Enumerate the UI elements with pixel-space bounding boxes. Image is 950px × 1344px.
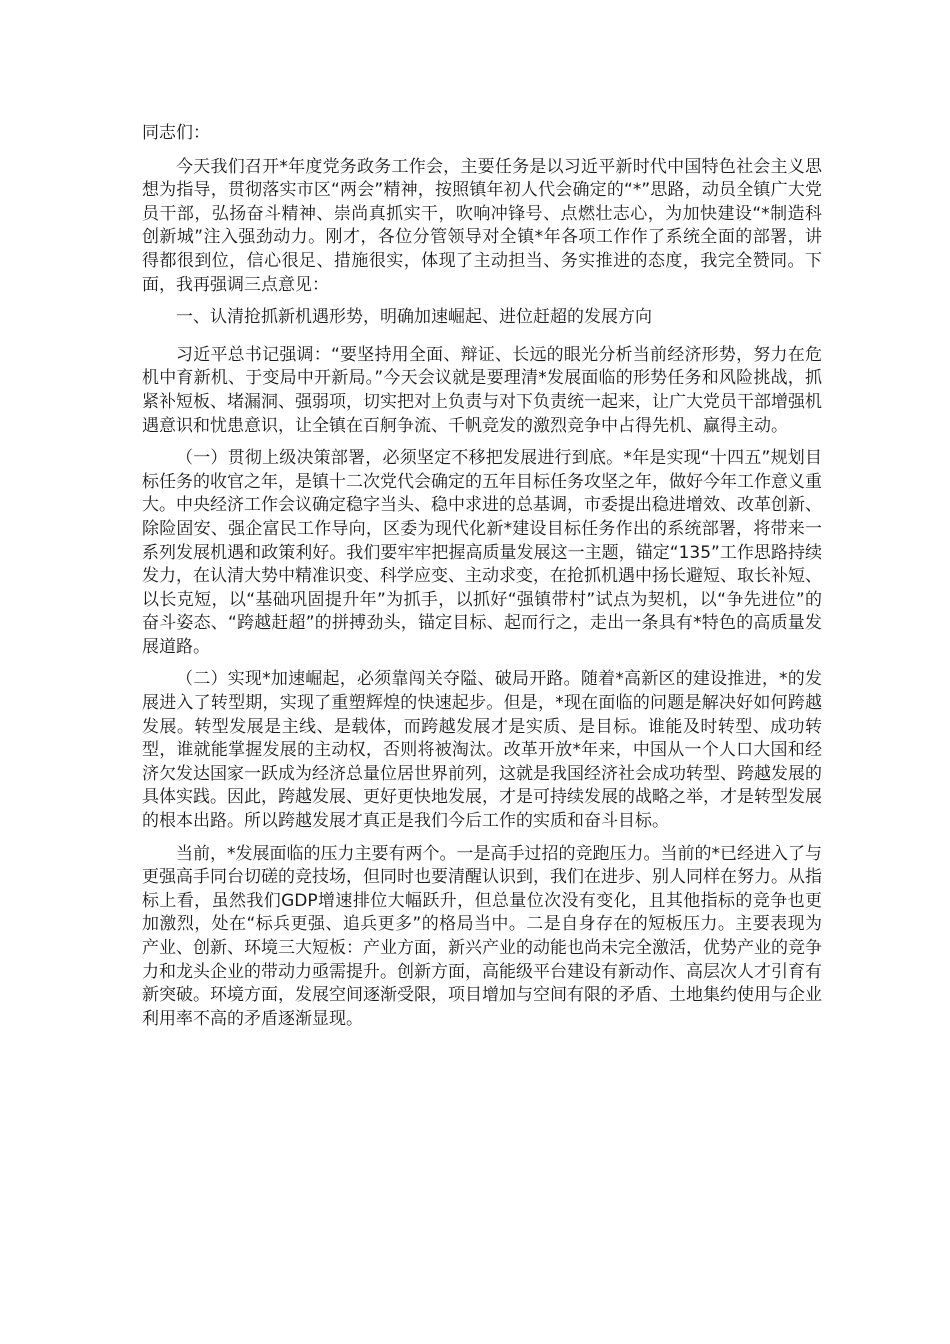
intro-paragraph: 今天我们召开*年度党务政务工作会，主要任务是以习近平新时代中国特色社会主义思想为指导，贯彻落实市区“两会”精神，按照镇年初人代会确定的“*”思路，动员全镇广大党员干部，弘扬奋斗精神、崇尚真抓实干，吹响冲锋号、点燃壮志心，为加快建设“*制造科创新城”注入强劲动力。刚才，各位分管领导对全镇*年各项工作作了系统全面的部署，讲得都很到位，信心很足、措施很实，体现了主动担当、务实推进的态度，我完全赞同。下面，我再强调三点意见： — [142, 156, 822, 295]
subsection-2-paragraph: （二）实现*加速崛起，必须靠闯关夺隘、破局开路。随着*高新区的建设推进，*的发展进入了转型期，实现了重塑辉煌的快速起步。但是，*现在面临的问题是解决好如何跨越发展。转型发展是主线、是载体，而跨越发展才是实质、是目标。谁能及时转型、成功转型，谁就能掌握发展的主动权，否则将被淘汰。改革开放*年来，中国从一个人口大国和经济欠发达国家一跃成为经济总量位居世界前列，这就是我国经济社会成功转型、跨越发展的具体实践。因此，跨越发展、更好更快地发展，才是可持续发展的战略之举，才是转型发展的根本出路。所以跨越发展才真正是我们今后工作的实质和奋斗目标。 — [142, 669, 822, 832]
pressure-paragraph: 当前，*发展面临的压力主要有两个。一是高手过招的竞跑压力。当前的*已经进入了与更强高手同台切磋的竞技场，但同时也要清醒认识到，我们在进步、别人同样在努力。从指标上看，虽然我们GDP增速排位大幅跃升，但总量位次没有变化，且其他指标的竞争也更加激烈，处在“标兵更强、追兵更多”的格局当中。二是自身存在的短板压力。主要表现为产业、创新、环境三大短板：产业方面，新兴产业的动能也尚未完全激活，优势产业的竞争力和龙头企业的带动力亟需提升。创新方面，高能级平台建设有新动作、高层次人才引育有新突破。环境方面，发展空间逐渐受限，项目增加与空间有限的矛盾、土地集约使用与企业利用率不高的矛盾逐渐显现。 — [142, 843, 822, 1029]
section-heading-1: 一、认清抢抓新机遇形势，明确加速崛起、进位赶超的发展方向 — [176, 307, 652, 328]
document-body — [142, 122, 822, 1040]
salutation: 同志们： — [142, 123, 210, 143]
quote-paragraph: 习近平总书记强调：“要坚持用全面、辩证、长远的眼光分析当前经济形势，努力在危机中育新机、于变局中开新局。”今天会议就是要理清*发展面临的形势任务和风险挑战，抓紧补短板、堵漏洞、强弱项，切实把对上负责与对下负责统一起来，让广大党员干部增强机遇意识和忧患意识，让全镇在百舸争流、千帆竞发的激烈竞争中占得先机、赢得主动。 — [142, 344, 822, 436]
subsection-1-paragraph: （一）贯彻上级决策部署，必须坚定不移把发展进行到底。*年是实现“十四五”规划目标任务的收官之年，是镇十二次党代会确定的五年目标任务攻坚之年，做好今年工作意义重大。中央经济工作会议确定稳字当头、稳中求进的总基调，市委提出稳进增效、改革创新、除险固安、强企富民工作导向，区委为现代化新*建设目标任务作出的系统部署，将带来一系列发展机遇和政策利好。我们要牢牢把握高质量发展这一主题，锚定“135”工作思路持续发力，在认清大势中精准识变、科学应变、主动求变，在抢抓机遇中扬长避短、取长补短、以长克短，以“基础巩固提升年”为抓手，以抓好“强镇带村”试点为契机，以“争先进位”的奋斗姿态、“跨越赶超”的拼搏劲头，锚定目标、起而行之，走出一条具有*特色的高质量发展道路。 — [142, 448, 822, 657]
